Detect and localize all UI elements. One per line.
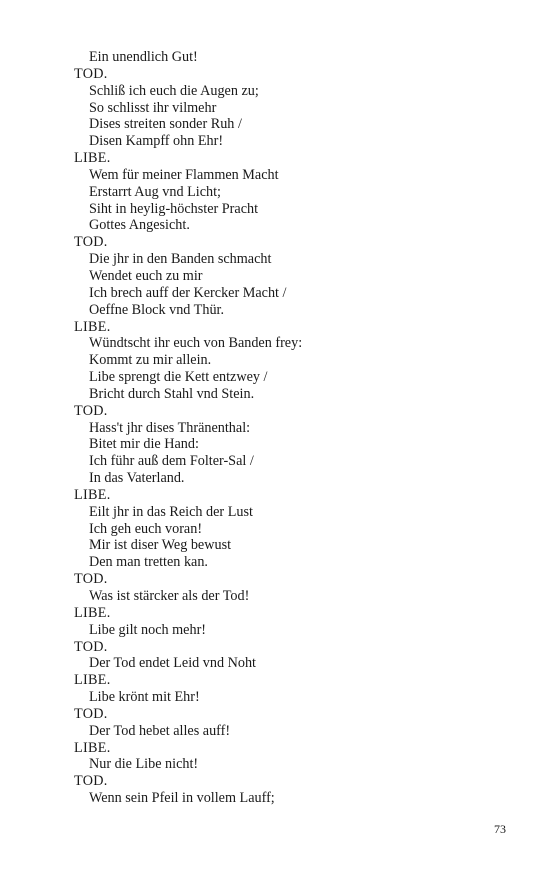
speaker-name: TOD. [74, 402, 108, 419]
verse-line: Disen Kampff ohn Ehr! [89, 133, 224, 150]
verse-line: Erstarrt Aug vnd Licht; [89, 183, 221, 200]
verse-line: Gottes Angesicht. [89, 217, 190, 234]
verse-line: Ich brech auff der Kercker Macht / [89, 284, 287, 301]
verse-line: Der Tod hebet alles auff! [89, 722, 231, 739]
verse-line: Mir ist diser Weg bewust [89, 537, 232, 554]
speaker-name: TOD. [74, 773, 108, 790]
speaker-name: LIBE. [74, 672, 111, 689]
page-number: 73 [494, 822, 506, 836]
verse-line: Ich führ auß dem Folter-Sal / [89, 453, 254, 470]
speaker-name: TOD. [74, 638, 108, 655]
verse-line: Bitet mir die Hand: [89, 436, 199, 453]
speaker-name: TOD. [74, 705, 108, 722]
verse-line: Kommt zu mir allein. [89, 352, 212, 369]
verse-line: Dises streiten sonder Ruh / [89, 116, 242, 133]
speaker-name: LIBE. [74, 486, 111, 503]
speaker-name: TOD. [74, 65, 108, 82]
verse-line: Libe gilt noch mehr! [89, 621, 207, 638]
verse-line: Wem für meiner Flammen Macht [89, 166, 279, 183]
verse-line: Wündtscht ihr euch von Banden frey: [89, 335, 303, 352]
speaker-name: LIBE. [74, 150, 111, 167]
speaker-name: LIBE. [74, 318, 111, 335]
speaker-name: LIBE. [74, 739, 111, 756]
verse-line: Wenn sein Pfeil in vollem Lauff; [89, 790, 275, 807]
verse-line: Die jhr in den Banden schmacht [89, 251, 272, 268]
verse-line: Schliß ich euch die Augen zu; [89, 82, 259, 99]
verse-line: Den man tretten kan. [89, 554, 208, 571]
verse-line: Wendet euch zu mir [89, 267, 203, 284]
verse-line: Der Tod endet Leid vnd Noht [89, 655, 256, 672]
verse-line: Was ist stärcker als der Tod! [89, 588, 250, 604]
verse-line: Nur die Libe nicht! [89, 756, 199, 773]
verse-line: Bricht durch Stahl vnd Stein. [89, 385, 255, 402]
verse-line: Oeffne Block vnd Thür. [89, 301, 225, 318]
speaker-name: TOD. [74, 234, 108, 251]
verse-line: Siht in heylig-höchster Pracht [89, 200, 259, 217]
dialogue-text [74, 49, 494, 807]
verse-line: Libe krönt mit Ehr! [89, 689, 200, 706]
verse-line: Eilt jhr in das Reich der Lust [89, 503, 253, 520]
speaker-name: TOD. [74, 571, 108, 588]
speaker-name: LIBE. [74, 604, 111, 621]
verse-line: So schlisst ihr vilmehr [89, 99, 217, 116]
verse-line: Ein unendlich Gut! [89, 49, 198, 65]
verse-line: Ich geh euch voran! [89, 520, 203, 537]
verse-line: Hass't jhr dises Thränenthal: [89, 419, 251, 436]
verse-line: In das Vaterland. [89, 470, 185, 487]
verse-line: Libe sprengt die Kett entzwey / [89, 369, 268, 386]
